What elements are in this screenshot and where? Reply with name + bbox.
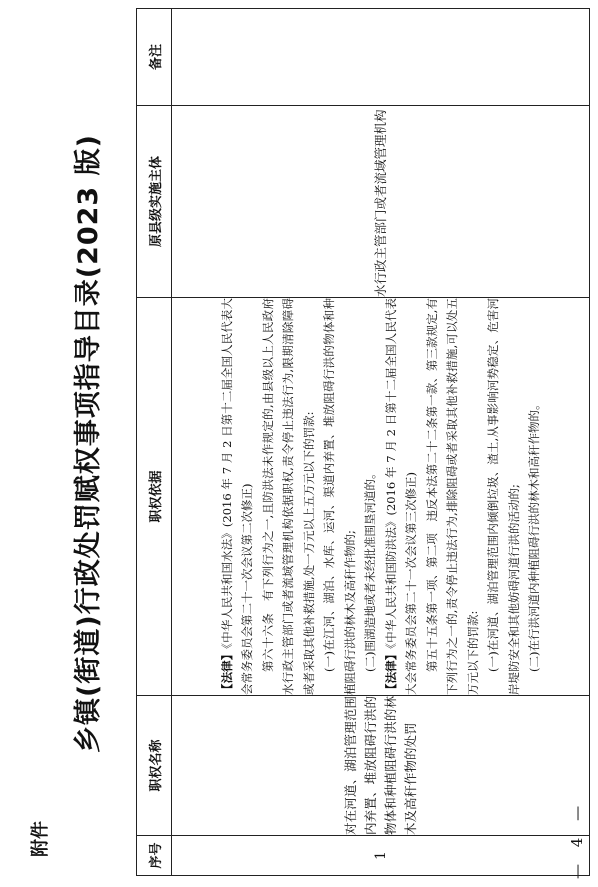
header-basis: 职权依据	[137, 298, 172, 696]
basis-paragraph: 第六十六条 有下列行为之一,且防洪法未作规定的,由县级以上人民政府水行政主管部门或者流域管理机构依据职权,责令停止违法行为,限期清除障碍或者采取其他补救措施,处一万元以上五万元以下的罚款:	[260, 298, 316, 695]
basis-paragraph: 第五十五条第一项、第二项 违反本法第二十二条第一款、第三款规定,有下列行为之一的,责令停止违法行为,排除阻碍或者采取其他补救措施,可以处五万元以下的罚款:	[424, 298, 480, 695]
header-seq: 序号	[137, 836, 172, 876]
basis-paragraph: (一)在江河、湖泊、水库、运河、渠道内弃置、堆放阻碍行洪的物体和种植阻碍行洪的林木及高秆作物的;	[322, 298, 357, 695]
row-implementing-body: 水行政主管部门或者流域管理机构	[172, 106, 590, 298]
header-body: 原县级实施主体	[137, 106, 172, 298]
basis-paragraph: (二)围湖造地或者未经批准围垦河道的。	[363, 467, 377, 672]
basis-paragraph: (一)在河道、湖泊管理范围内倾倒垃圾、渣土,从事影响河势稳定、危害河岸堤防安全和其他妨碍河道行洪的活动的;	[486, 298, 521, 695]
catalog-table	[136, 8, 590, 876]
law-tag: 【法律】	[383, 648, 398, 695]
table-header-row	[137, 9, 172, 876]
basis-text: 《中华人民共和国水法》(2016 年 7 月 2 日第十二届全国人民代表大会常务委员会第二十一次会议第二次修正)	[219, 298, 254, 695]
row-note	[172, 9, 590, 106]
table-row	[172, 9, 590, 876]
basis-paragraph	[217, 298, 258, 695]
page-title: 乡镇(街道)行政处罚赋权事项指导目录(2023 版)	[73, 134, 104, 753]
header-name: 职权名称	[137, 696, 172, 836]
page-number: — 4 —	[568, 799, 586, 879]
row-seq: 1	[172, 836, 590, 876]
annex-label: 附件	[30, 821, 51, 857]
basis-paragraph: (二)在行洪河道内种植阻碍行洪的林木和高秆作物的。	[527, 398, 541, 672]
basis-text: 《中华人民共和国防洪法》(2016 年 7 月 2 日第十二届全国人民代表大会常务委员会第二十一次会议第三次修正)	[383, 298, 418, 695]
header-note: 备注	[137, 9, 172, 106]
basis-paragraph	[381, 298, 422, 695]
law-tag: 【法律】	[219, 648, 234, 695]
row-name: 对在河道、湖泊管理范围内弃置、堆放阻碍行洪的物体和种植阻碍行洪的林木及高秆作物的处罚	[172, 696, 590, 836]
row-basis	[172, 298, 590, 696]
